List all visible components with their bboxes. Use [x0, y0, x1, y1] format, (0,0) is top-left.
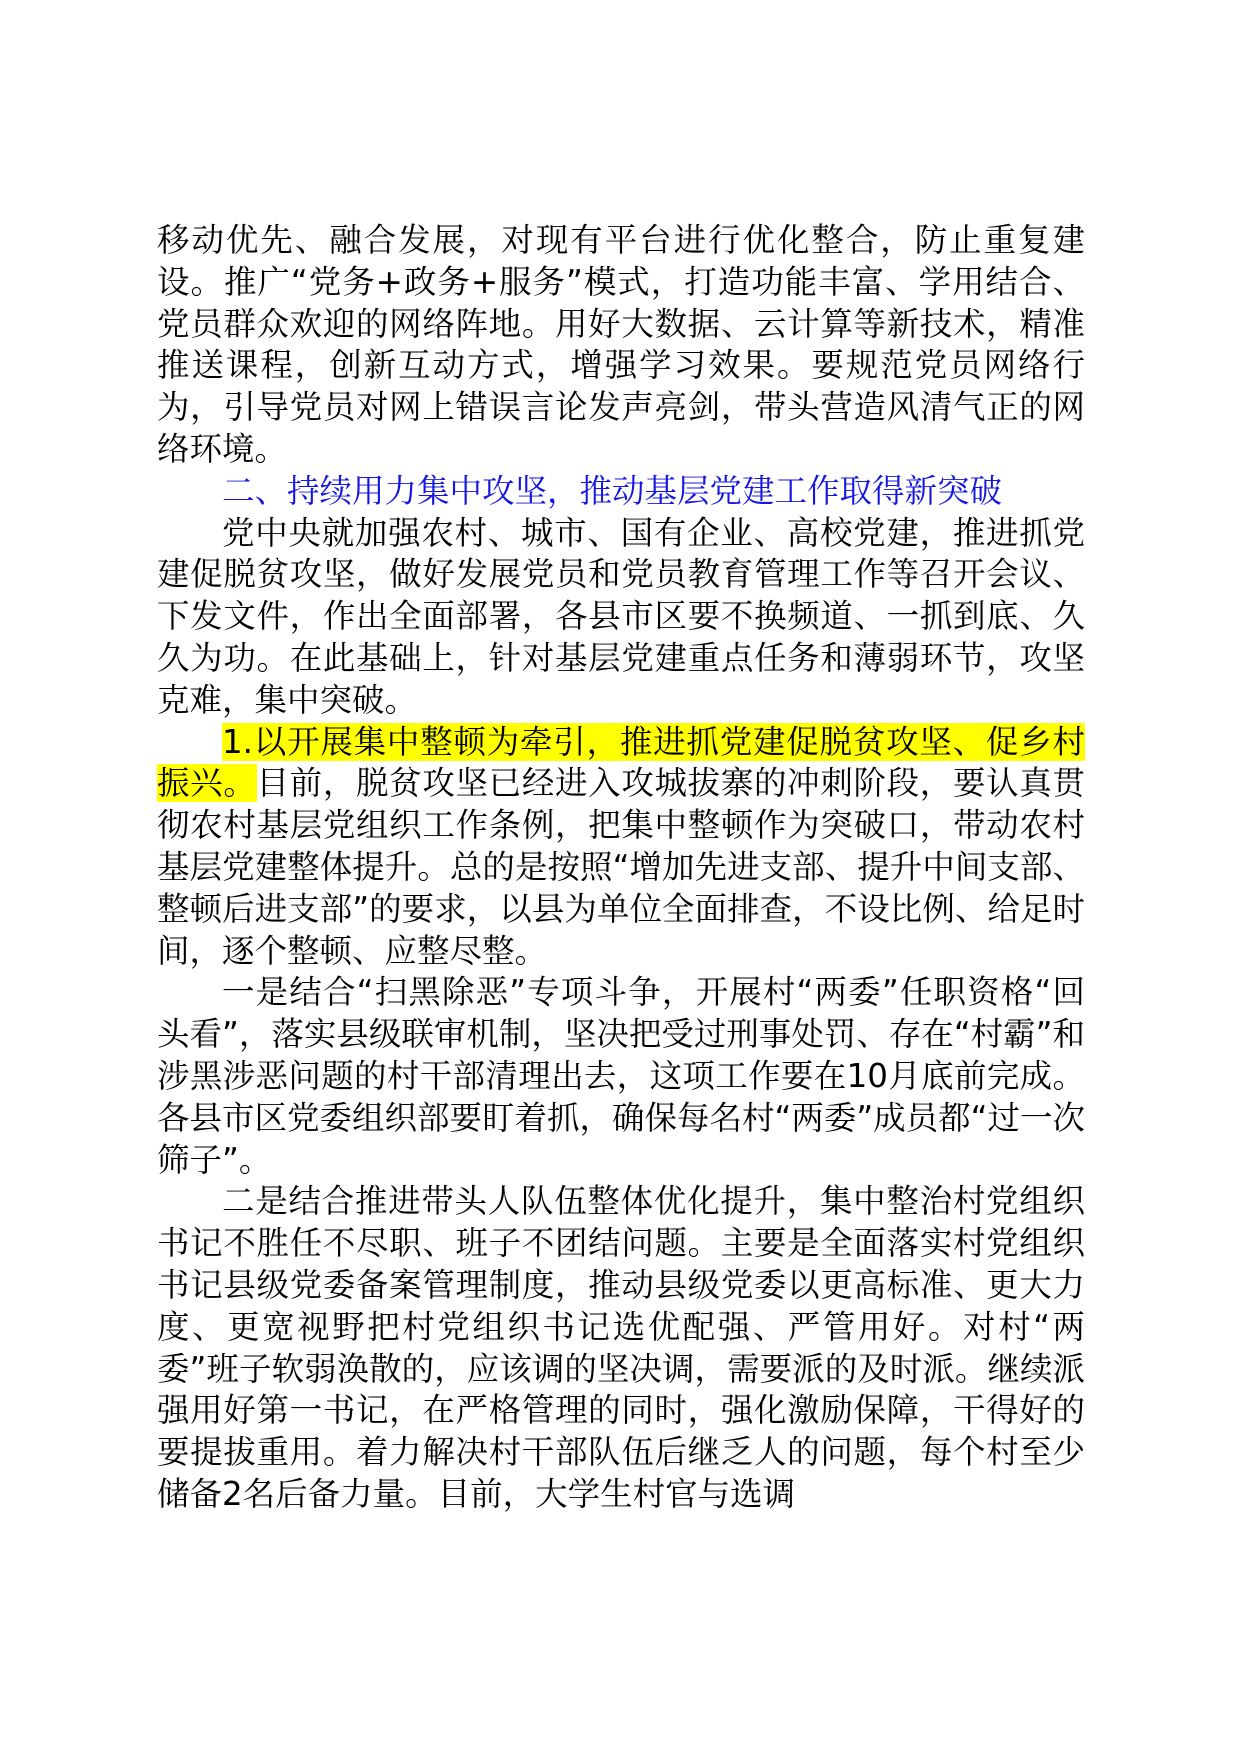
- paragraph-platform-integration: 移动优先、融合发展，对现有平台进行优化整合，防止重复建设。推广“党务+政务+服务”模式，打造功能丰富、学用结合、党员群众欢迎的网络阵地。用好大数据、云计算等新技术，精准推送课程，创新互动方式，增强学习效果。要规范党员网络行为，引导党员对网上错误言论发声亮剑，带头营造风清气正的网络环境。: [157, 221, 1085, 468]
- highlighted-item-1-title: 1.以开展集中整顿为牵引，推进抓党建促脱贫攻坚、促乡村振兴。: [157, 722, 1085, 803]
- paragraph-second-point: 二是结合推进带头人队伍整体优化提升，集中整治村党组织书记不胜任不尽职、班子不团结问题。主要是全面落实村党组织书记县级党委备案管理制度，推动县级党委以更高标准、更大力度、更宽视野把村党组织书记选优配强、严管用好。对村“两委”班子软弱涣散的，应该调的坚决调，需要派的及时派。继续派强用好第一书记，在严格管理的同时，强化激励保障，干得好的要提拔重用。着力解决村干部队伍后继乏人的问题，每个村至少储备2名后备力量。目前，大学生村官与选调: [157, 1182, 1085, 1513]
- paragraph-central-deployment: 党中央就加强农村、城市、国有企业、高校党建，推进抓党建促脱贫攻坚，做好发展党员和党员教育管理工作等召开会议、下发文件，作出全面部署，各县市区要不换频道、一抓到底、久久为功。在此基础上，针对基层党建重点任务和薄弱环节，攻坚克难，集中突破。: [157, 513, 1085, 719]
- section-heading-2: 二、持续用力集中攻坚，推动基层党建工作取得新突破: [222, 471, 1003, 510]
- item-1-body: 目前，脱贫攻坚已经进入攻城拔寨的冲刺阶段，要认真贯彻农村基层党组织工作条例，把集中整顿作为突破口，带动农村基层党建整体提升。总的是按照“增加先进支部、提升中间支部、整顿后进支部”的要求，以县为单位全面排查，不设比例、给足时间，逐个整顿、应整尽整。: [157, 764, 1085, 970]
- document-page: [157, 220, 1085, 1516]
- paragraph-first-point: 一是结合“扫黑除恶”专项斗争，开展村“两委”任职资格“回头看”，落实县级联审机制，坚决把受过刑事处罚、存在“村霸”和涉黑涉恶问题的村干部清理出去，这项工作要在10月底前完成。各县市区党委组织部要盯着抓，确保每名村“两委”成员都“过一次筛子”。: [157, 973, 1086, 1179]
- paragraph-item-1: [157, 722, 1085, 973]
